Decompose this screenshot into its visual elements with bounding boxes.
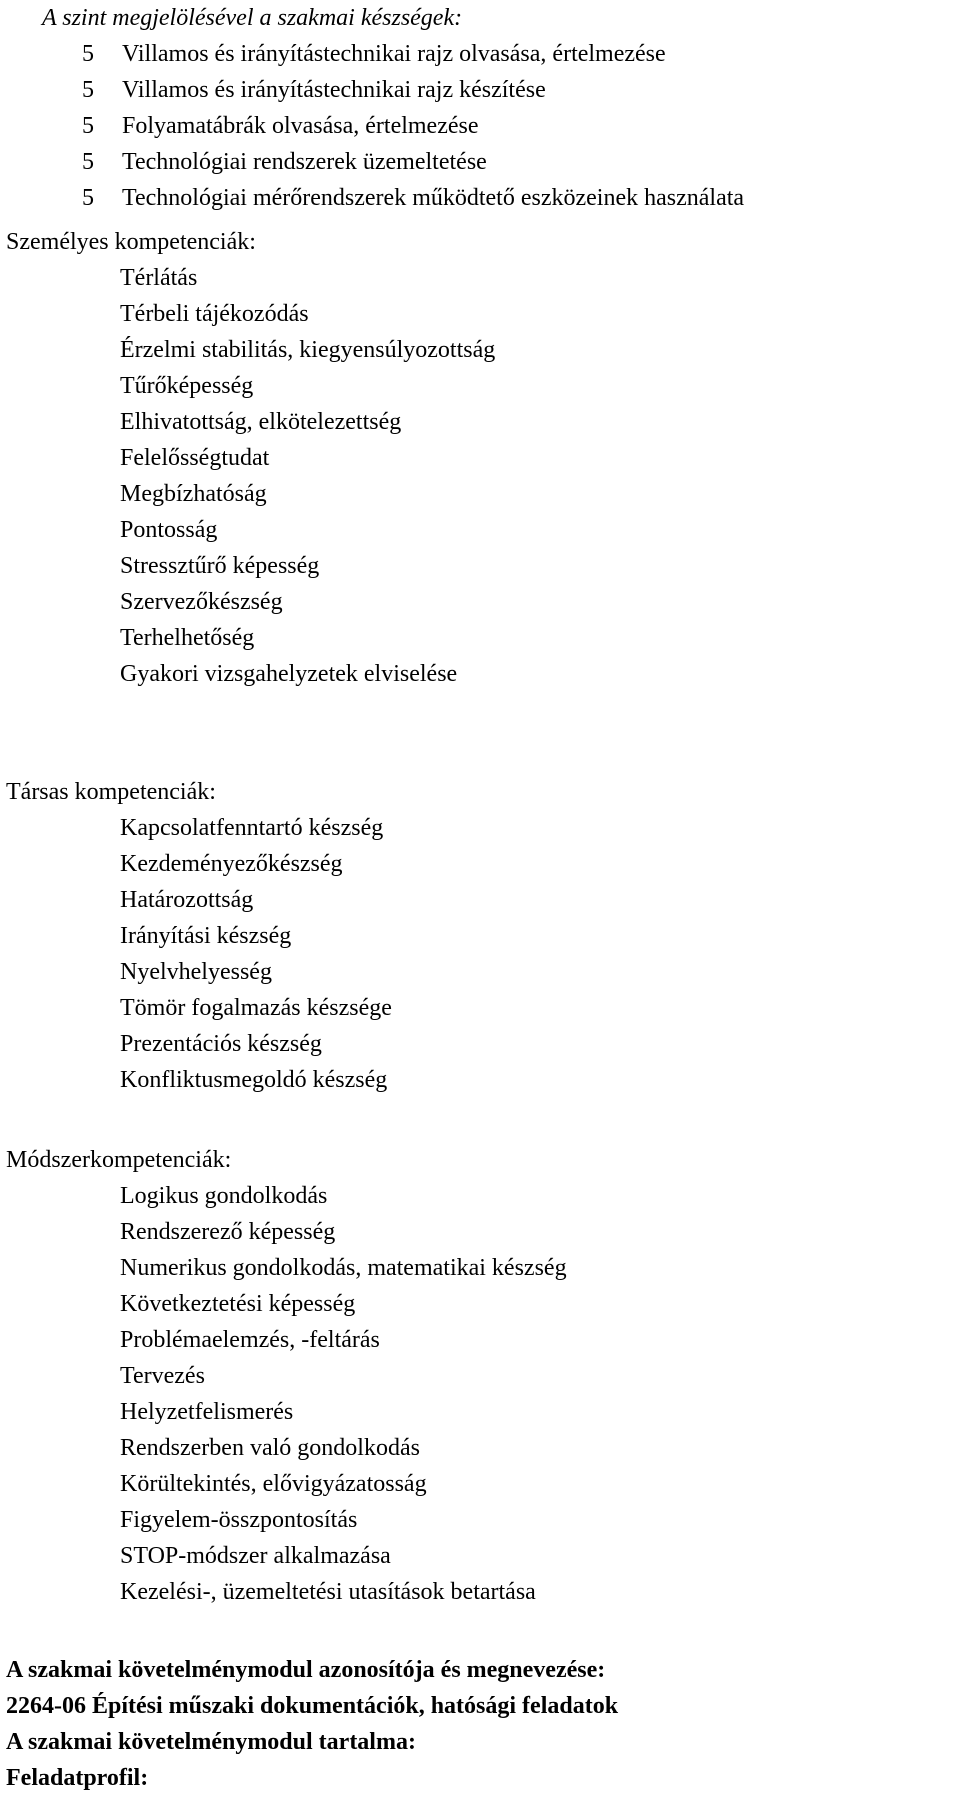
method-item: STOP-módszer alkalmazása — [120, 1543, 391, 1569]
skill-line — [0, 72, 960, 108]
personal-item: Térbeli tájékozódás — [120, 301, 309, 327]
social-item: Irányítási készség — [120, 923, 292, 949]
skill-level: 5 — [82, 185, 94, 211]
skill-text: Folyamatábrák olvasása, értelmezése — [122, 113, 479, 139]
personal-item: Tűrőképesség — [120, 373, 254, 399]
skill-line — [0, 36, 960, 72]
method-label: Módszerkompetenciák: — [6, 1147, 232, 1173]
skill-text: Technológiai mérőrendszerek működtető eszközeinek használata — [122, 185, 745, 211]
method-item: Rendszerező képesség — [120, 1219, 336, 1245]
personal-item: Gyakori vizsgahelyzetek elviselése — [120, 661, 458, 687]
skill-text: Villamos és irányítástechnikai rajz készítése — [122, 77, 546, 103]
skill-line — [0, 108, 960, 144]
method-item: Rendszerben való gondolkodás — [120, 1435, 420, 1461]
personal-item: Érzelmi stabilitás, kiegyensúlyozottság — [120, 337, 496, 363]
skill-line — [0, 180, 960, 216]
method-section — [0, 1142, 960, 1610]
personal-item: Megbízhatóság — [120, 481, 267, 507]
social-item: Kezdeményezőkészség — [120, 851, 343, 877]
method-item: Körültekintés, elővigyázatosság — [120, 1471, 427, 1497]
social-item: Határozottság — [120, 887, 254, 913]
method-item: Tervezés — [120, 1363, 205, 1389]
module-content-label: A szakmai követelménymodul tartalma: — [6, 1729, 416, 1755]
method-item: Problémaelemzés, -feltárás — [120, 1327, 380, 1353]
personal-item: Térlátás — [120, 265, 198, 291]
skill-line — [0, 144, 960, 180]
personal-item: Terhelhetőség — [120, 625, 255, 651]
personal-item: Stressztűrő képesség — [120, 553, 320, 579]
skill-level: 5 — [82, 41, 94, 67]
module-id-value: 2264-06 Építési műszaki dokumentációk, hatósági feladatok — [6, 1693, 619, 1719]
method-item: Helyzetfelismerés — [120, 1399, 294, 1425]
social-item: Prezentációs készség — [120, 1031, 322, 1057]
social-item: Konfliktusmegoldó készség — [120, 1067, 388, 1093]
skill-text: Technológiai rendszerek üzemeltetése — [122, 149, 487, 175]
social-label: Társas kompetenciák: — [6, 779, 216, 805]
personal-item: Elhivatottság, elkötelezettség — [120, 409, 402, 435]
method-item: Kezelési-, üzemeltetési utasítások betartása — [120, 1579, 536, 1605]
personal-item: Szervezőkészség — [120, 589, 283, 615]
social-item: Kapcsolatfenntartó készség — [120, 815, 384, 841]
personal-label: Személyes kompetenciák: — [6, 229, 256, 255]
skills-heading: A szint megjelölésével a szakmai készségek: — [42, 5, 463, 31]
skill-text: Villamos és irányítástechnikai rajz olvasása, értelmezése — [122, 41, 666, 67]
personal-item: Felelősségtudat — [120, 445, 270, 471]
personal-item: Pontosság — [120, 517, 218, 543]
method-item: Figyelem-összpontosítás — [120, 1507, 358, 1533]
skill-level: 5 — [82, 149, 94, 175]
skill-level: 5 — [82, 77, 94, 103]
social-section — [0, 774, 960, 1098]
skills-section — [0, 0, 960, 216]
personal-section — [0, 224, 960, 692]
module-id-label: A szakmai követelménymodul azonosítója és megnevezése: — [6, 1657, 606, 1683]
method-item: Numerikus gondolkodás, matematikai készség — [120, 1255, 567, 1281]
social-item: Nyelvhelyesség — [120, 959, 272, 985]
module-profile-label: Feladatprofil: — [6, 1765, 149, 1791]
skill-level: 5 — [82, 113, 94, 139]
method-item: Logikus gondolkodás — [120, 1183, 328, 1209]
method-item: Következtetési képesség — [120, 1291, 356, 1317]
social-item: Tömör fogalmazás készsége — [120, 995, 392, 1021]
module-section — [0, 1652, 960, 1796]
